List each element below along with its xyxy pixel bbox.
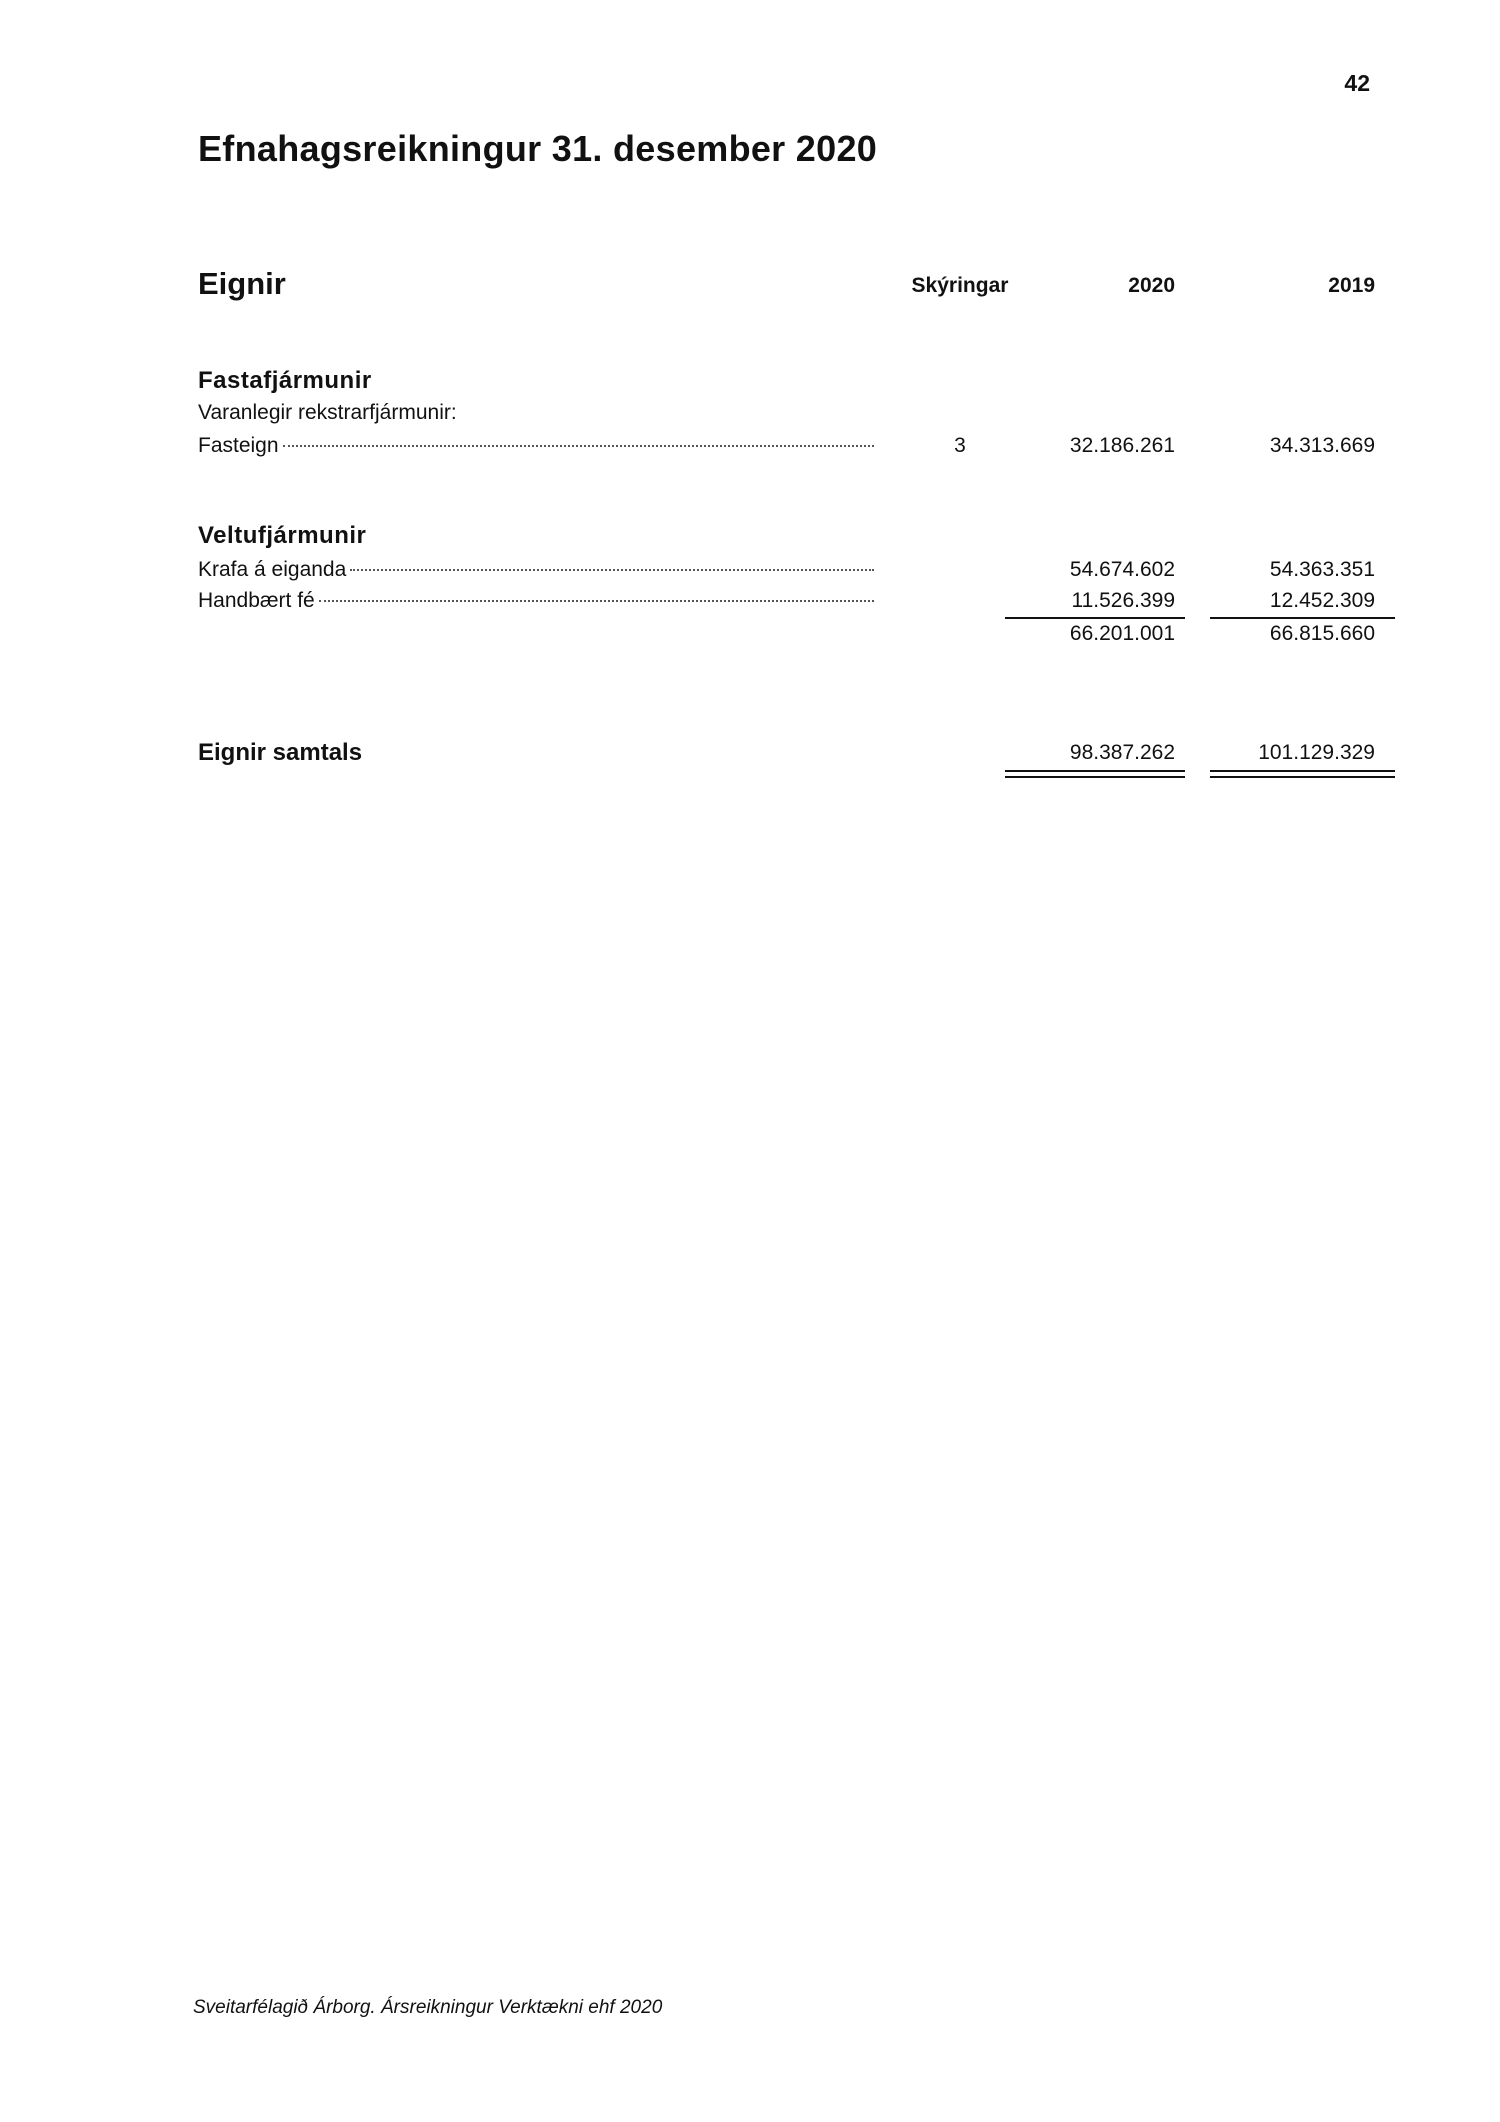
subtotal-value-2019: 66.815.660 — [1269, 622, 1375, 645]
row-value-2020: 54.674.602 — [1069, 558, 1175, 581]
page-footer: Sveitarfélagið Árborg. Ársreikningur Verktækni ehf 2020 — [193, 1997, 663, 2018]
total-double-rule-2019-top — [1210, 770, 1395, 772]
total-value-2019: 101.129.329 — [1258, 741, 1375, 764]
row-value-2019: 12.452.309 — [1269, 589, 1375, 612]
row-value-2019: 54.363.351 — [1269, 558, 1375, 581]
table-row-krafa — [198, 558, 878, 582]
dot-leader — [350, 569, 874, 571]
total-label: Eignir samtals — [198, 739, 363, 766]
dot-leader — [283, 445, 874, 447]
row-value-2019: 34.313.669 — [1269, 434, 1375, 457]
row-label: Krafa á eiganda — [198, 558, 347, 581]
group-title-fixed-assets: Fastafjármunir — [198, 367, 372, 394]
document-title: Efnahagsreikningur 31. desember 2020 — [198, 128, 878, 169]
total-double-rule-2020-bottom — [1005, 776, 1185, 778]
subheading-tangible-assets: Varanlegir rekstrarfjármunir: — [198, 401, 457, 424]
subtotal-value-2020: 66.201.001 — [1069, 622, 1175, 645]
section-title: Eignir — [198, 266, 286, 301]
group-title-current-assets: Veltufjármunir — [198, 522, 367, 549]
row-note: 3 — [954, 434, 966, 457]
table-row-handbaert — [198, 589, 878, 613]
column-header-2020: 2020 — [1128, 274, 1175, 297]
subtotal-rule-2019 — [1210, 617, 1395, 619]
dot-leader — [319, 600, 874, 602]
table-row-fasteign — [198, 434, 878, 458]
column-header-2019: 2019 — [1328, 274, 1375, 297]
page-number: 42 — [1344, 70, 1370, 96]
total-double-rule-2020-top — [1005, 770, 1185, 772]
row-label: Handbært fé — [198, 589, 315, 612]
row-label: Fasteign — [198, 434, 279, 457]
column-header-notes: Skýringar — [911, 274, 1009, 297]
row-value-2020: 32.186.261 — [1069, 434, 1175, 457]
total-double-rule-2019-bottom — [1210, 776, 1395, 778]
row-value-2020: 11.526.399 — [1071, 589, 1175, 612]
subtotal-rule-2020 — [1005, 617, 1185, 619]
total-value-2020: 98.387.262 — [1069, 741, 1175, 764]
